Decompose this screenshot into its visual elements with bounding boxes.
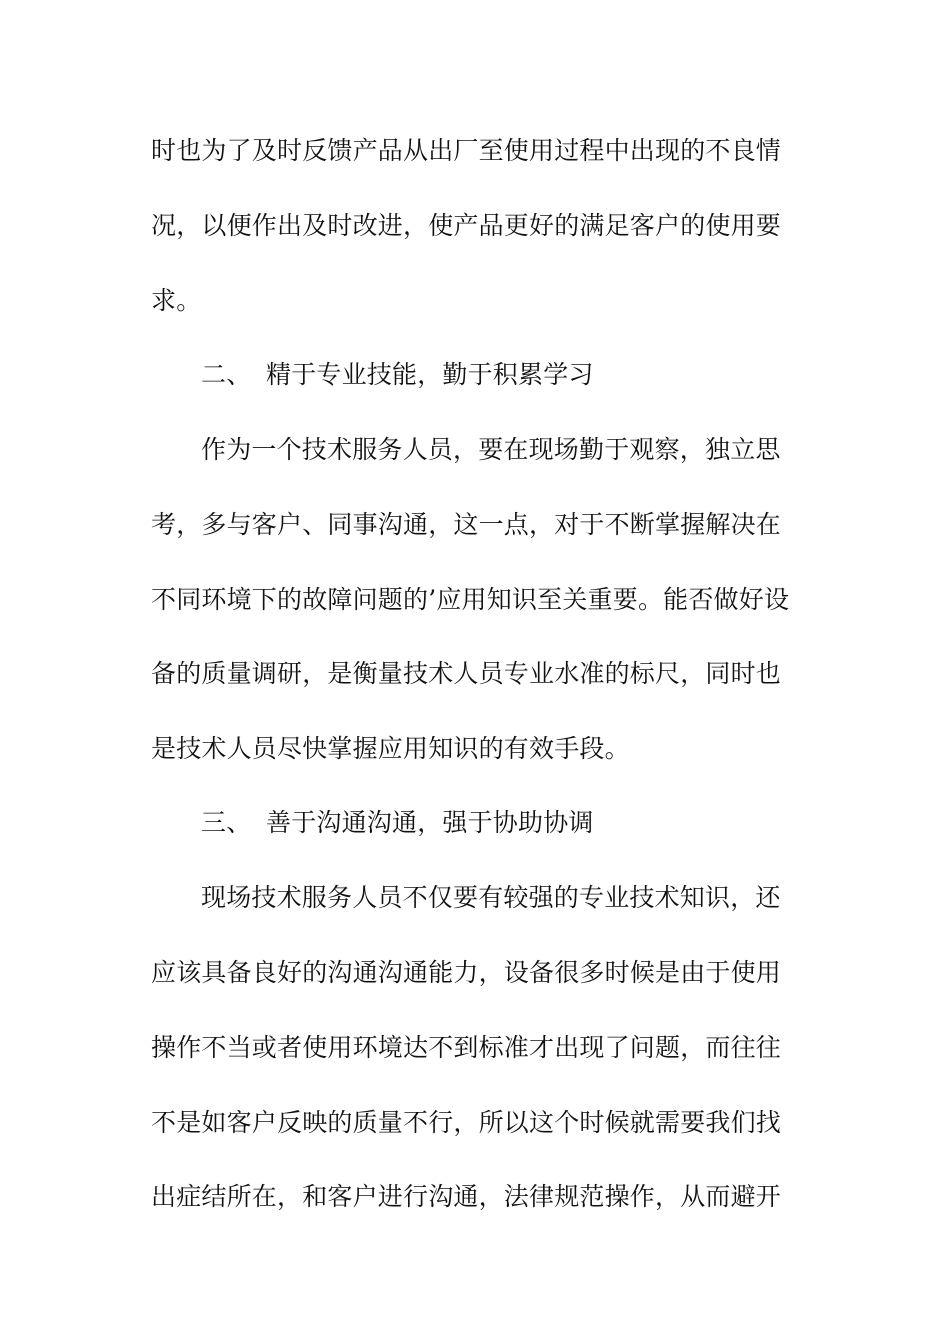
section-number: 三、 (201, 808, 252, 837)
paragraph-line: 作为一个技术服务人员，要在现场勤于观察，独立思 (201, 435, 781, 464)
section-heading-2 (201, 355, 861, 395)
paragraph-line: 求。 (151, 286, 202, 315)
paragraph-line: 现场技术服务人员不仅要有较强的专业技术知识，还 (201, 883, 781, 912)
paragraph-line: 出症结所在，和客户进行沟通，法律规范操作，从而避开 (151, 1182, 782, 1211)
paragraph-line: 应该具备良好的沟通沟通能力，设备很多时候是由于使用 (151, 958, 782, 987)
paragraph-line: 操作不当或者使用环境达不到标准才出现了问题，而往往 (151, 1033, 782, 1062)
paragraph-line: 是技术人员尽快掌握应用知识的有效手段。 (151, 734, 630, 763)
paragraph-line: 不同环境下的故障问题的’应用知识至关重要。能否做好设 (151, 585, 790, 614)
paragraph-line: 不是如客户反映的质量不行，所以这个时候就需要我们找 (151, 1108, 782, 1137)
paragraph-line: 况，以便作出及时改进，使产品更好的满足客户的使用要 (151, 211, 782, 240)
paragraph-line: 考，多与客户、同事沟通，这一点，对于不断掌握解决在 (151, 510, 782, 539)
paragraph-line: 时也为了及时反馈产品从出厂至使用过程中出现的不良情 (151, 136, 782, 165)
paragraph-line: 备的质量调研，是衡量技术人员专业水准的标尺，同时也 (151, 659, 782, 688)
section-title: 精于专业技能，勤于积累学习 (266, 360, 594, 389)
section-title: 善于沟通沟通，强于协助协调 (266, 808, 594, 837)
section-number: 二、 (201, 360, 252, 389)
section-heading-3 (201, 803, 861, 843)
